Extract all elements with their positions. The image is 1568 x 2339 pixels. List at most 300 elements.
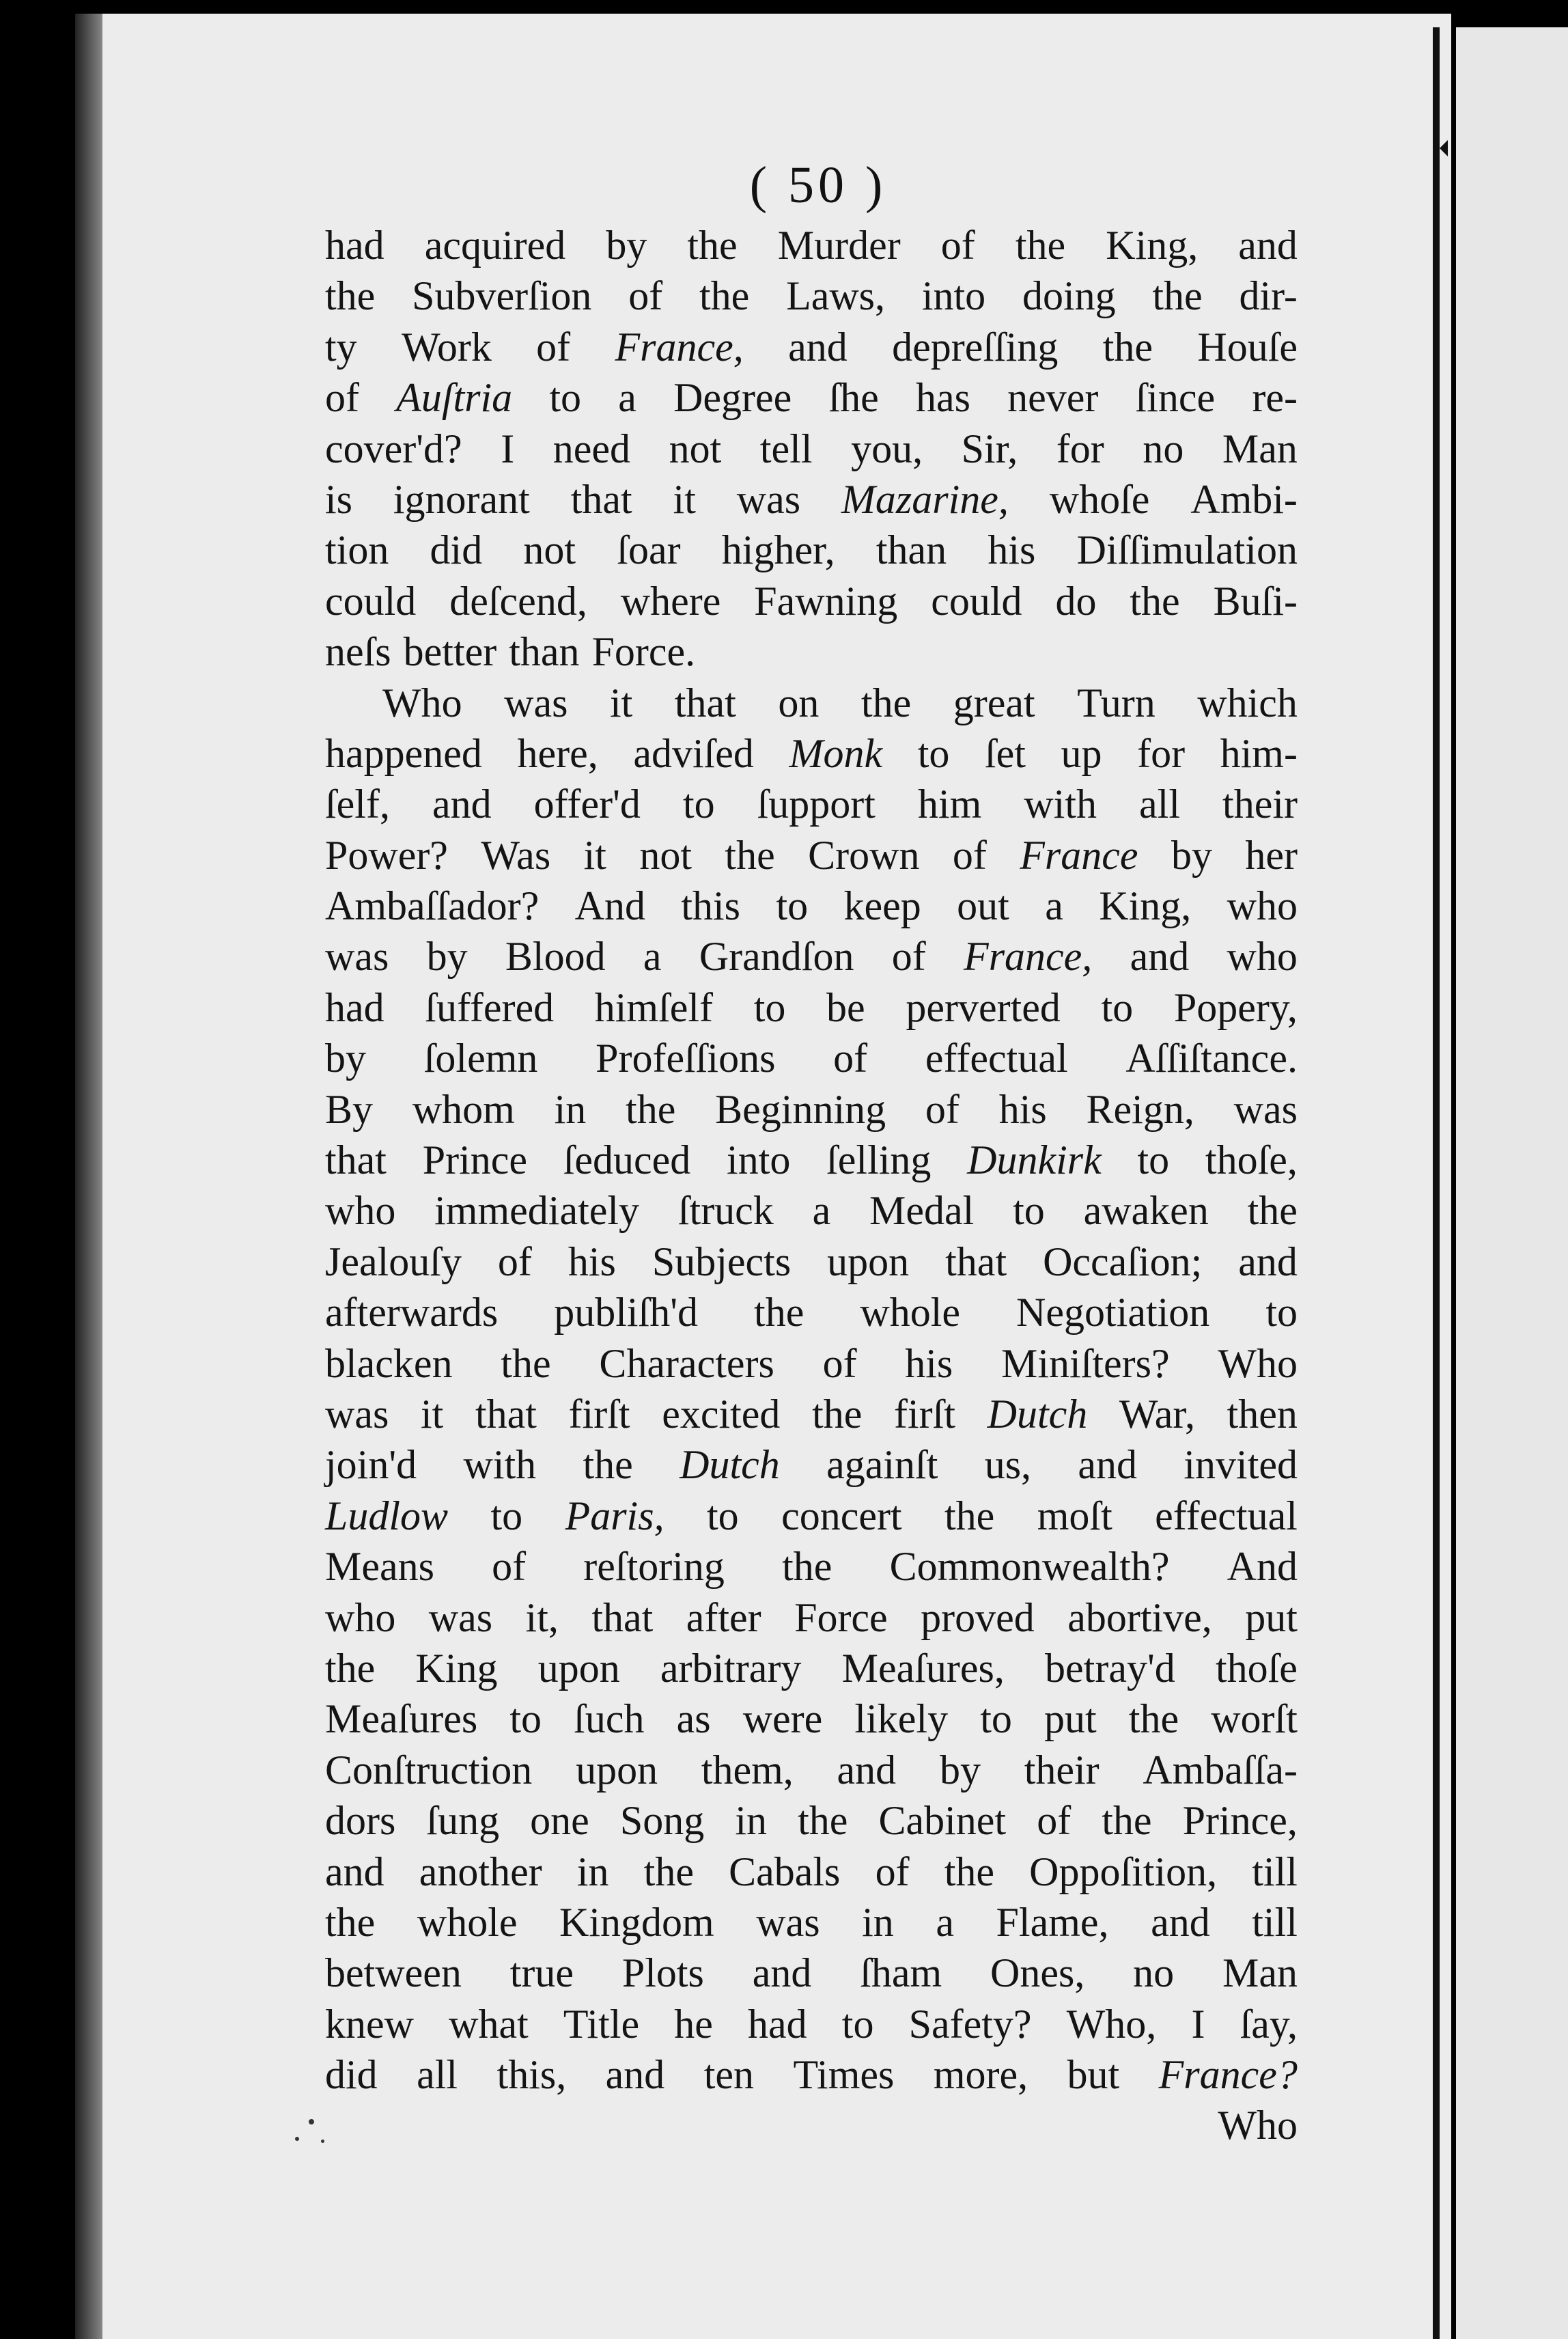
italic-word: Mazarine, — [841, 476, 1009, 522]
word: that — [945, 1238, 1007, 1284]
word: Meaſures — [325, 1696, 478, 1742]
word: Blood — [505, 934, 606, 980]
word: ſhe — [828, 375, 879, 421]
word: War, — [1119, 1391, 1195, 1437]
italic-word: Monk — [789, 730, 883, 776]
word: was — [1233, 1086, 1298, 1132]
word: betray'd — [1045, 1645, 1175, 1691]
word: what — [449, 2001, 529, 2047]
word: Title — [563, 2001, 640, 2047]
word: had — [748, 2001, 807, 2047]
word: till — [1252, 1899, 1298, 1945]
word: the — [1015, 223, 1066, 268]
text-line — [325, 1897, 1298, 1948]
word: of — [925, 1086, 960, 1132]
word: the — [643, 1849, 694, 1894]
text-line — [325, 1693, 1298, 1744]
word: himſelf — [594, 984, 714, 1030]
word: Ones, — [990, 1950, 1085, 1996]
word: Grandſon — [699, 934, 854, 980]
word: Commonwealth? — [889, 1544, 1170, 1590]
word: And — [1227, 1544, 1298, 1590]
word: by — [939, 1747, 981, 1793]
word: Prince — [422, 1137, 527, 1183]
word: do — [1055, 578, 1097, 624]
word: of — [536, 324, 571, 370]
word: all — [1139, 781, 1181, 827]
word: great — [953, 680, 1035, 725]
word: Cabals — [729, 1849, 841, 1894]
word: the — [725, 832, 775, 878]
word: no — [1143, 426, 1184, 471]
text-line — [325, 1592, 1298, 1643]
word: upon — [827, 1238, 910, 1284]
word: Song — [619, 1798, 705, 1844]
word: thoſe, — [1205, 1137, 1298, 1183]
word: Conſtruction — [325, 1747, 533, 1793]
word: the — [1128, 1696, 1179, 1742]
word: as — [676, 1696, 711, 1742]
word: his — [905, 1340, 953, 1386]
text-line — [325, 372, 1298, 423]
word: thoſe — [1215, 1645, 1298, 1691]
word: excited — [662, 1391, 781, 1437]
word: doing — [1022, 273, 1116, 319]
word: was — [325, 934, 389, 980]
word: of — [891, 934, 926, 980]
word: one — [530, 1798, 589, 1844]
word: his — [568, 1238, 616, 1284]
word: ſince — [1135, 375, 1216, 421]
word: whom — [412, 1086, 515, 1132]
word: Safety? — [908, 2001, 1032, 2047]
word: for — [1056, 426, 1104, 471]
word: between — [325, 1950, 462, 1996]
word: the — [1152, 273, 1203, 319]
word: has — [915, 375, 970, 421]
word: effectual — [925, 1036, 1068, 1081]
word: this — [681, 883, 741, 929]
word: I — [1191, 2001, 1205, 2047]
word: ſoar — [617, 527, 681, 573]
word: than — [876, 527, 947, 573]
text-line — [325, 779, 1298, 829]
word: who — [1227, 934, 1298, 980]
word: better — [403, 629, 497, 675]
word: ſuch — [574, 1696, 645, 1742]
text-line — [325, 1439, 1298, 1490]
text-line — [325, 1033, 1298, 1083]
word: King, — [1099, 883, 1192, 929]
word: the — [944, 1849, 994, 1894]
word: Buſi- — [1213, 578, 1298, 624]
word: in — [554, 1086, 587, 1132]
word: of — [822, 1340, 857, 1386]
word: the — [782, 1544, 832, 1590]
word: their — [1024, 1747, 1100, 1793]
word: deſcend, — [449, 578, 587, 624]
word: the — [583, 1442, 633, 1488]
word: till — [1252, 1849, 1298, 1894]
word: into — [921, 273, 986, 319]
word: And — [574, 883, 645, 929]
text-line — [325, 1236, 1298, 1287]
word: up — [1061, 730, 1102, 776]
word: the — [1130, 578, 1180, 624]
word: and — [605, 2052, 665, 2098]
word: by — [426, 934, 468, 980]
word: the — [812, 1391, 863, 1437]
word: Prince, — [1182, 1798, 1298, 1844]
word: this, — [496, 2052, 567, 2098]
word: them, — [701, 1747, 794, 1793]
word: to — [1013, 1188, 1045, 1234]
word: to — [1101, 984, 1134, 1030]
text-line — [325, 830, 1298, 881]
word: the — [944, 1493, 995, 1538]
word: his — [998, 1086, 1047, 1132]
word: to — [490, 1493, 523, 1538]
word: concert — [781, 1493, 902, 1538]
word: adviſed — [633, 730, 754, 776]
word: whole — [417, 1899, 518, 1945]
text-line — [325, 1795, 1298, 1846]
word: into — [727, 1137, 791, 1183]
word: Work — [402, 324, 492, 370]
word: ſay, — [1240, 2001, 1298, 2047]
word: he — [674, 2001, 713, 2047]
word: another — [419, 1849, 542, 1894]
word: Popery, — [1173, 984, 1298, 1030]
word: Medal — [869, 1188, 975, 1234]
word: and — [1078, 1442, 1138, 1488]
word: Beginning — [715, 1086, 886, 1132]
word: had — [325, 984, 384, 1030]
word: to — [753, 984, 786, 1030]
word: the — [798, 1798, 848, 1844]
word: higher, — [721, 527, 835, 573]
word: by — [1171, 832, 1212, 878]
text-line — [325, 1287, 1298, 1338]
catchword — [325, 2100, 1298, 2150]
word: had — [325, 223, 384, 268]
word: upon — [537, 1645, 620, 1691]
word: not — [639, 832, 692, 878]
word: Man — [1222, 1950, 1298, 1996]
word: was — [428, 1594, 493, 1640]
italic-word: France, — [615, 324, 744, 370]
word: againſt — [826, 1442, 938, 1488]
word: it, — [525, 1594, 559, 1640]
word: publiſh'd — [554, 1290, 699, 1335]
word: of — [940, 223, 975, 268]
text-line — [325, 1338, 1298, 1389]
word: Plots — [621, 1950, 704, 1996]
word: Power? — [325, 832, 448, 878]
word: King — [415, 1645, 498, 1691]
word: out — [957, 883, 1009, 929]
word: Diſſimulation — [1076, 527, 1298, 573]
italic-word: Ludlow — [325, 1493, 449, 1538]
word: could — [931, 578, 1022, 624]
word: put — [1245, 1594, 1298, 1640]
text-line — [325, 1999, 1298, 2049]
text-line — [325, 1084, 1298, 1135]
italic-word: Paris, — [565, 1493, 664, 1538]
italic-word: Dutch — [987, 1391, 1088, 1437]
word: in — [735, 1798, 768, 1844]
word: and — [1130, 934, 1190, 980]
word: whoſe — [1049, 476, 1150, 522]
word: Subverſion — [412, 273, 592, 319]
word: but — [1067, 2052, 1120, 2098]
word: her — [1245, 832, 1298, 878]
word: with — [1024, 781, 1097, 827]
word: us, — [984, 1442, 1032, 1488]
word: Force. — [591, 629, 696, 675]
word: is — [325, 476, 353, 522]
word: knew — [325, 2001, 414, 2047]
italic-word: Auſtria — [396, 375, 513, 421]
word: more, — [933, 2052, 1028, 2098]
word: Ambi- — [1190, 476, 1298, 522]
word: dors — [325, 1798, 396, 1844]
word: ſham — [860, 1950, 942, 1996]
word: that — [674, 680, 736, 725]
word: to — [549, 375, 582, 421]
text-line — [325, 1745, 1298, 1795]
word: Ambaſſa- — [1143, 1747, 1298, 1793]
catchword-text: Who — [1218, 2103, 1298, 2148]
word: Jealouſy — [325, 1238, 462, 1284]
word: with — [463, 1442, 537, 1488]
word: who — [1227, 883, 1298, 929]
word: of — [492, 1544, 527, 1590]
word: here, — [517, 730, 598, 776]
word: a — [643, 934, 662, 980]
word: was — [504, 680, 568, 725]
word: Who, — [1066, 2001, 1157, 2047]
word: ſelling — [826, 1137, 932, 1183]
word: Characters — [599, 1340, 774, 1386]
word: to — [841, 2001, 874, 2047]
word: a — [1045, 883, 1063, 929]
word: tell — [759, 426, 813, 471]
word: Force — [794, 1594, 888, 1640]
word: put — [1044, 1696, 1097, 1742]
word: to — [1137, 1137, 1170, 1183]
word: Laws, — [786, 273, 886, 319]
word: be — [826, 984, 865, 1030]
page-number: ( 50 ) — [749, 156, 887, 214]
text-line — [325, 1389, 1298, 1439]
word: to — [980, 1696, 1012, 1742]
word: immediately — [434, 1188, 640, 1234]
word: ſuffered — [425, 984, 555, 1030]
word: did — [325, 2052, 378, 2098]
word: ten — [703, 2052, 755, 2098]
word: awaken — [1083, 1188, 1209, 1234]
word: by — [325, 1036, 366, 1081]
word: the — [860, 680, 912, 725]
word: the — [501, 1340, 551, 1386]
word: Sir, — [961, 426, 1018, 471]
word: worſt — [1211, 1696, 1298, 1742]
word: where — [620, 578, 721, 624]
word: the — [754, 1290, 804, 1335]
word: Who — [1218, 1340, 1298, 1386]
word: ſupport — [757, 781, 876, 827]
word: to — [509, 1696, 542, 1742]
word: Cabinet — [878, 1798, 1007, 1844]
word: of — [497, 1238, 532, 1284]
word: Crown — [808, 832, 920, 878]
word: on — [778, 680, 820, 725]
word: the — [325, 1899, 376, 1945]
word: Houſe — [1197, 324, 1298, 370]
word: was — [736, 476, 801, 522]
word: King, — [1106, 223, 1199, 268]
word: perverted — [906, 984, 1061, 1030]
word: and — [432, 781, 492, 827]
word: the — [325, 1645, 376, 1691]
word: abortive, — [1067, 1594, 1212, 1640]
word: ſeduced — [563, 1137, 691, 1183]
word: invited — [1184, 1442, 1298, 1488]
word: Times — [793, 2052, 895, 2098]
word: that — [570, 476, 632, 522]
word: Degree — [673, 375, 792, 421]
word: and — [1238, 223, 1298, 268]
word: not — [669, 426, 722, 471]
text-line — [325, 424, 1298, 474]
word: not — [523, 527, 576, 573]
text-line — [325, 1541, 1298, 1592]
word: Flame, — [996, 1899, 1109, 1945]
word: need — [552, 426, 631, 471]
word: then — [1227, 1391, 1298, 1437]
word: By — [325, 1086, 374, 1132]
edge-notch-mark — [1440, 140, 1448, 156]
word: of — [1037, 1798, 1072, 1844]
text-line — [325, 728, 1298, 779]
word: was — [325, 1391, 389, 1437]
word: him- — [1220, 730, 1298, 776]
word: it — [610, 680, 633, 725]
word: you, — [851, 426, 923, 471]
word: Fawning — [754, 578, 898, 624]
word: and — [1151, 1899, 1210, 1945]
word: the — [699, 273, 750, 319]
italic-word: France — [1020, 832, 1138, 878]
text-line — [325, 576, 1298, 626]
word: moſt — [1037, 1493, 1112, 1538]
word: in — [576, 1849, 609, 1894]
word: their — [1222, 781, 1298, 827]
word: ſelf, — [325, 781, 390, 827]
word: cover'd? — [325, 426, 462, 471]
ink-speck — [295, 2137, 299, 2141]
word: that — [475, 1391, 537, 1437]
word: who — [325, 1188, 396, 1234]
word: Turn — [1077, 680, 1156, 725]
text-line — [325, 220, 1298, 271]
italic-word: France, — [964, 934, 1093, 980]
word: join'd — [325, 1442, 417, 1488]
word: Ambaſſador? — [325, 883, 540, 929]
word: and — [1238, 1238, 1298, 1284]
page-edge — [1433, 27, 1440, 2339]
word: Murder — [777, 223, 901, 268]
word: the — [1247, 1188, 1298, 1234]
word: of — [325, 375, 359, 421]
word: a — [618, 375, 636, 421]
word: Who — [382, 680, 462, 725]
word: proved — [921, 1594, 1035, 1640]
word: for — [1137, 730, 1186, 776]
text-line — [325, 1643, 1298, 1693]
facing-page-edge — [1456, 27, 1568, 2339]
word: Oppoſition, — [1029, 1849, 1218, 1894]
word: tion — [325, 527, 389, 573]
italic-word: Dunkirk — [967, 1137, 1102, 1183]
word: keep — [843, 883, 921, 929]
word: the — [1102, 324, 1153, 370]
italic-word: Dutch — [680, 1442, 780, 1488]
word: afterwards — [325, 1290, 499, 1335]
word: to — [706, 1493, 739, 1538]
word: to — [1265, 1290, 1298, 1335]
word: re- — [1252, 375, 1298, 421]
word: of — [875, 1849, 910, 1894]
word: ty — [325, 324, 357, 370]
word: depreſſing — [892, 324, 1059, 370]
word: ſung — [426, 1798, 500, 1844]
word: Occaſion; — [1043, 1238, 1203, 1284]
ink-speck — [321, 2140, 324, 2143]
body-text — [325, 220, 1298, 2151]
word: offer'd — [533, 781, 641, 827]
word: and — [837, 1747, 897, 1793]
text-line — [325, 271, 1298, 321]
word: reſtoring — [583, 1544, 725, 1590]
word: the — [1102, 1798, 1152, 1844]
word: the — [626, 1086, 676, 1132]
word: I — [501, 426, 515, 471]
text-line — [325, 626, 1298, 677]
word: arbitrary — [660, 1645, 802, 1691]
word: Profeſſions — [596, 1036, 776, 1081]
text-line — [325, 474, 1298, 525]
word: Subjects — [652, 1238, 792, 1284]
word: neſs — [325, 629, 391, 675]
word: it — [420, 1391, 444, 1437]
word: happened — [325, 730, 482, 776]
word: no — [1133, 1950, 1175, 1996]
word: Miniſters? — [1001, 1340, 1170, 1386]
word: whole — [860, 1290, 961, 1335]
word: true — [509, 1950, 574, 1996]
word: ſolemn — [423, 1036, 538, 1081]
word: that — [591, 1594, 654, 1640]
word: by — [606, 223, 647, 268]
text-line — [325, 982, 1298, 1033]
word: ſtruck — [677, 1188, 774, 1234]
word: effectual — [1155, 1493, 1298, 1538]
word: it — [583, 832, 606, 878]
word: could — [325, 578, 417, 624]
word: did — [430, 527, 483, 573]
